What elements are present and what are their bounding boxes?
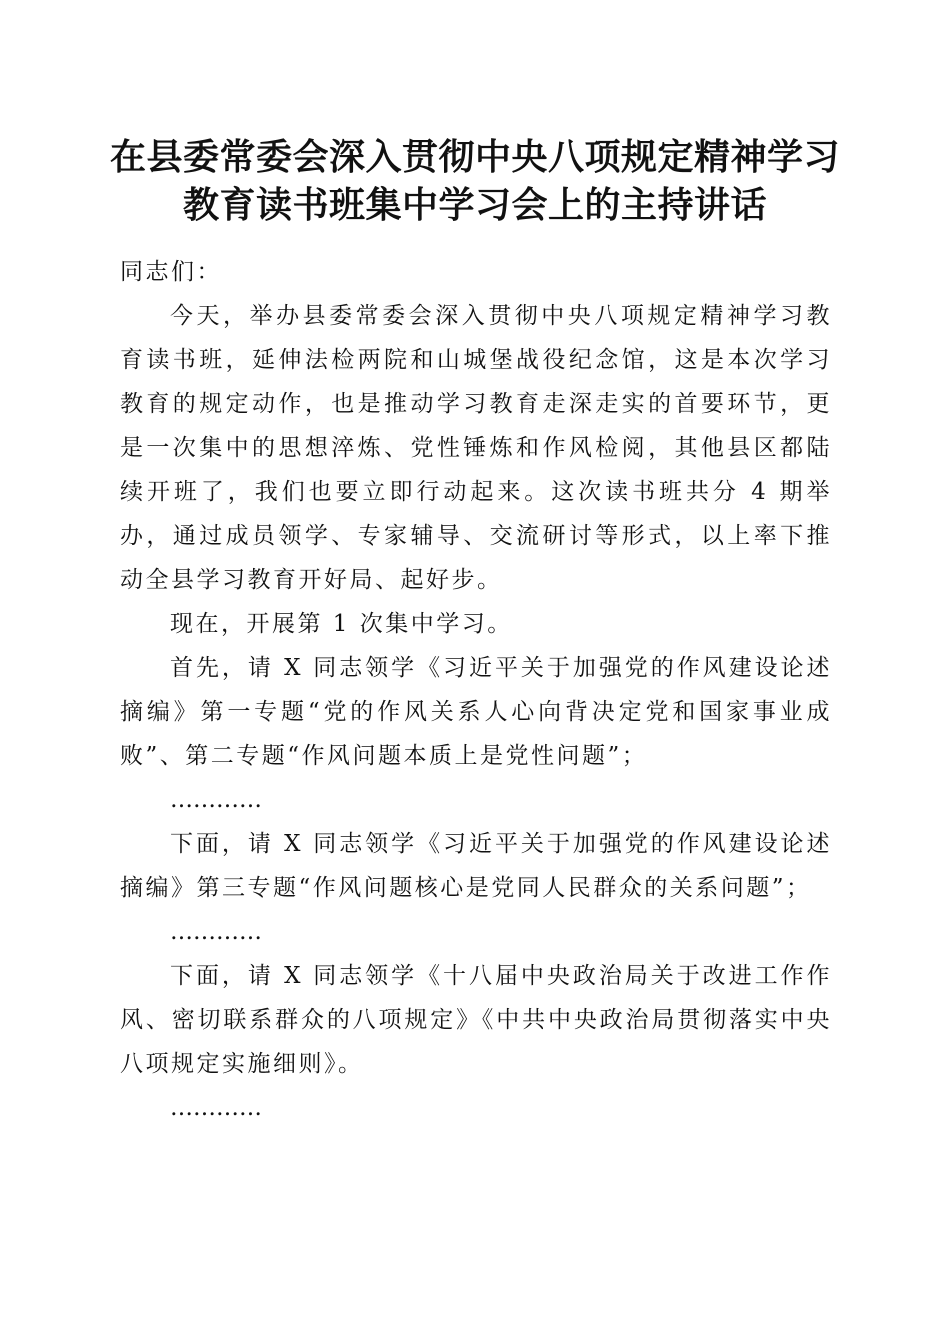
title-line-1: 在县委常委会深入贯彻中央八项规定精神学习 <box>109 137 840 178</box>
salutation: 同志们： <box>120 259 222 285</box>
document-body <box>120 250 832 1130</box>
ellipsis-3: ………… <box>170 1095 262 1121</box>
paragraph-opening: 今天，举办县委常委会深入贯彻中央八项规定精神学习教育读书班，延伸法检两院和山城堡战役纪念馆，这是本次学习教育的规定动作，也是推动学习教育走深走实的首要环节，更是一次集中的思想淬炼、党性锤炼和作风检阅，其他县区都陆续开班了，我们也要立即行动起来。这次读书班共分 4 期举办，通过成员领学、专家辅导、交流研讨等形式，以上率下推动全县学习教育开好局、起好步。 <box>120 303 832 593</box>
ellipsis-1: ………… <box>170 787 262 813</box>
paragraph-start-study: 现在，开展第 1 次集中学习。 <box>170 611 513 637</box>
paragraph-third-reading: 下面，请 X 同志领学《十八届中央政治局关于改进工作作风、密切联系群众的八项规定》《中共中央政治局贯彻落实中央八项规定实施细则》。 <box>120 963 832 1077</box>
paragraph-first-reading: 首先，请 X 同志领学《习近平关于加强党的作风建设论述摘编》第一专题“党的作风关系人心向背决定党和国家事业成败”、第二专题“作风问题本质上是党性问题”； <box>120 655 832 769</box>
paragraph-second-reading: 下面，请 X 同志领学《习近平关于加强党的作风建设论述摘编》第三专题“作风问题核心是党同人民群众的关系问题”； <box>120 831 832 901</box>
title-line-2: 教育读书班集中学习会上的主持讲话 <box>182 185 767 226</box>
ellipsis-2: ………… <box>170 919 262 945</box>
document-title <box>100 134 850 230</box>
